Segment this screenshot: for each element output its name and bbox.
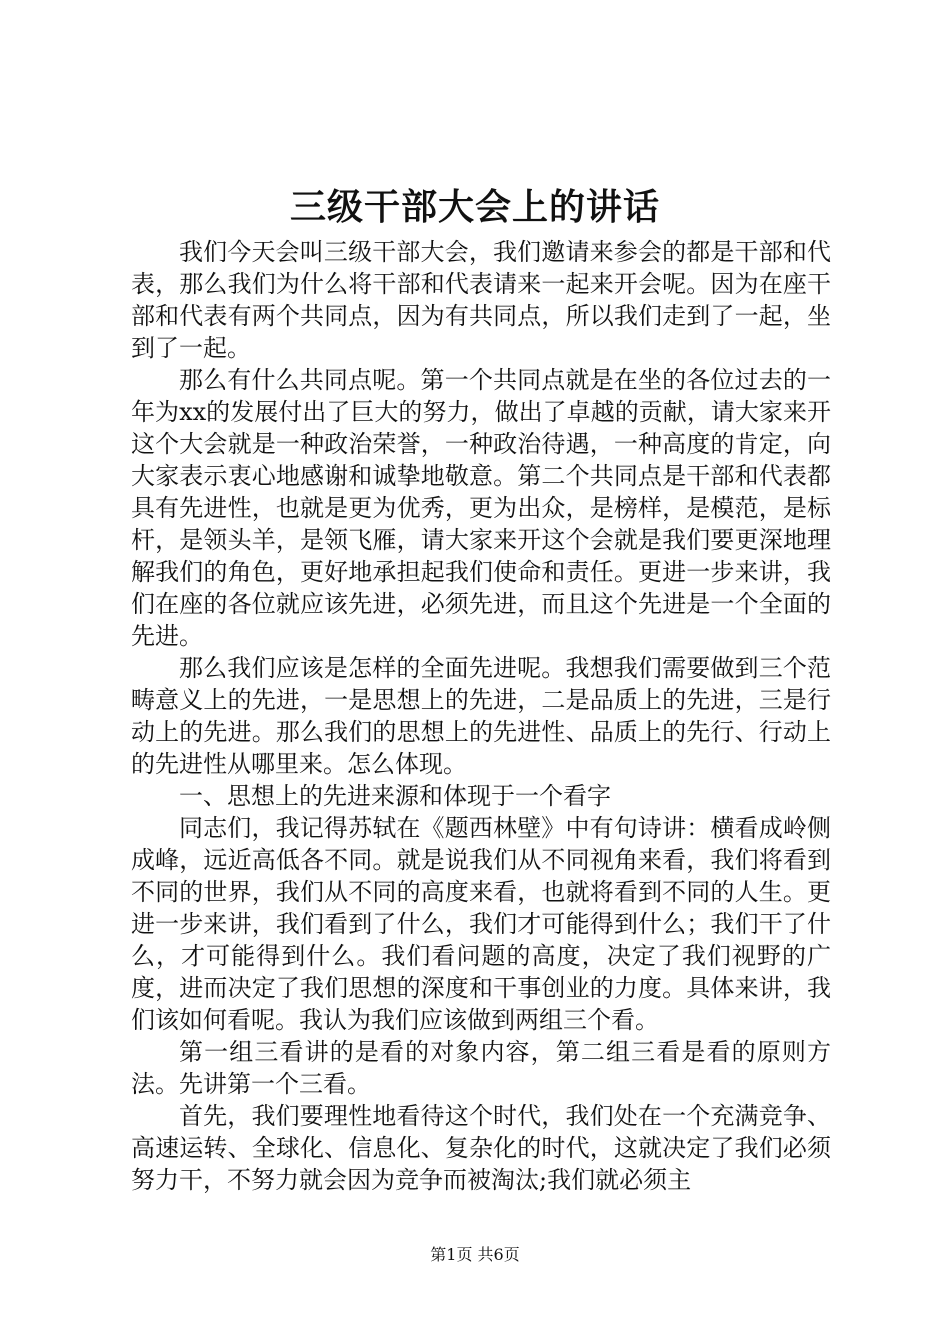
paragraph: 那么有什么共同点呢。第一个共同点就是在坐的各位过去的一年为xx的发展付出了巨大的努力，做出了卓越的贡献，请大家来开这个大会就是一种政治荣誉，一种政治待遇，一种高度的肯定，向大家表示衷心地感谢和诚挚地敬意。第二个共同点是干部和代表都具有先进性，也就是更为优秀，更为出众，是榜样，是模范，是标杆，是领头羊，是领飞雁，请大家来开这个会就是我们要更深地理解我们的角色，更好地承担起我们使命和责任。更进一步来讲，我们在座的各位就应该先进，必须先进，而且这个先进是一个全面的先进。 — [131, 366, 831, 650]
paragraph: 首先，我们要理性地看待这个时代，我们处在一个充满竞争、高速运转、全球化、信息化、复杂化的时代，这就决定了我们必须努力干，不努力就会因为竞争而被淘汰;我们就必须主 — [131, 1102, 831, 1194]
section-heading: 一、思想上的先进来源和体现于一个看字 — [179, 782, 611, 810]
paragraph: 那么我们应该是怎样的全面先进呢。我想我们需要做到三个范畴意义上的先进，一是思想上的先进，二是品质上的先进，三是行动上的先进。那么我们的思想上的先进性、品质上的先行、行动上的先进性从哪里来。怎么体现。 — [131, 654, 831, 778]
paragraph: 同志们，我记得苏轼在《题西林壁》中有句诗讲：横看成岭侧成峰，远近高低各不同。就是说我们从不同视角来看，我们将看到不同的世界，我们从不同的高度来看，也就将看到不同的人生。更进一步来讲，我们看到了什么，我们才可能得到什么；我们干了什么，才可能得到什么。我们看问题的高度，决定了我们视野的广度，进而决定了我们思想的深度和干事创业的力度。具体来讲，我们该如何看呢。我认为我们应该做到两组三个看。 — [131, 814, 831, 1034]
document-title: 三级干部大会上的讲话 — [289, 186, 660, 228]
paragraph: 第一组三看讲的是看的对象内容，第二组三看是看的原则方法。先讲第一个三看。 — [131, 1038, 831, 1098]
paragraph: 我们今天会叫三级干部大会，我们邀请来参会的都是干部和代表，那么我们为什么将干部和代表请来一起来开会呢。因为在座干部和代表有两个共同点，因为有共同点，所以我们走到了一起，坐到了一起。 — [131, 238, 831, 362]
page-footer: 第1页 共6页 — [430, 1245, 520, 1264]
document-body — [131, 236, 831, 1196]
